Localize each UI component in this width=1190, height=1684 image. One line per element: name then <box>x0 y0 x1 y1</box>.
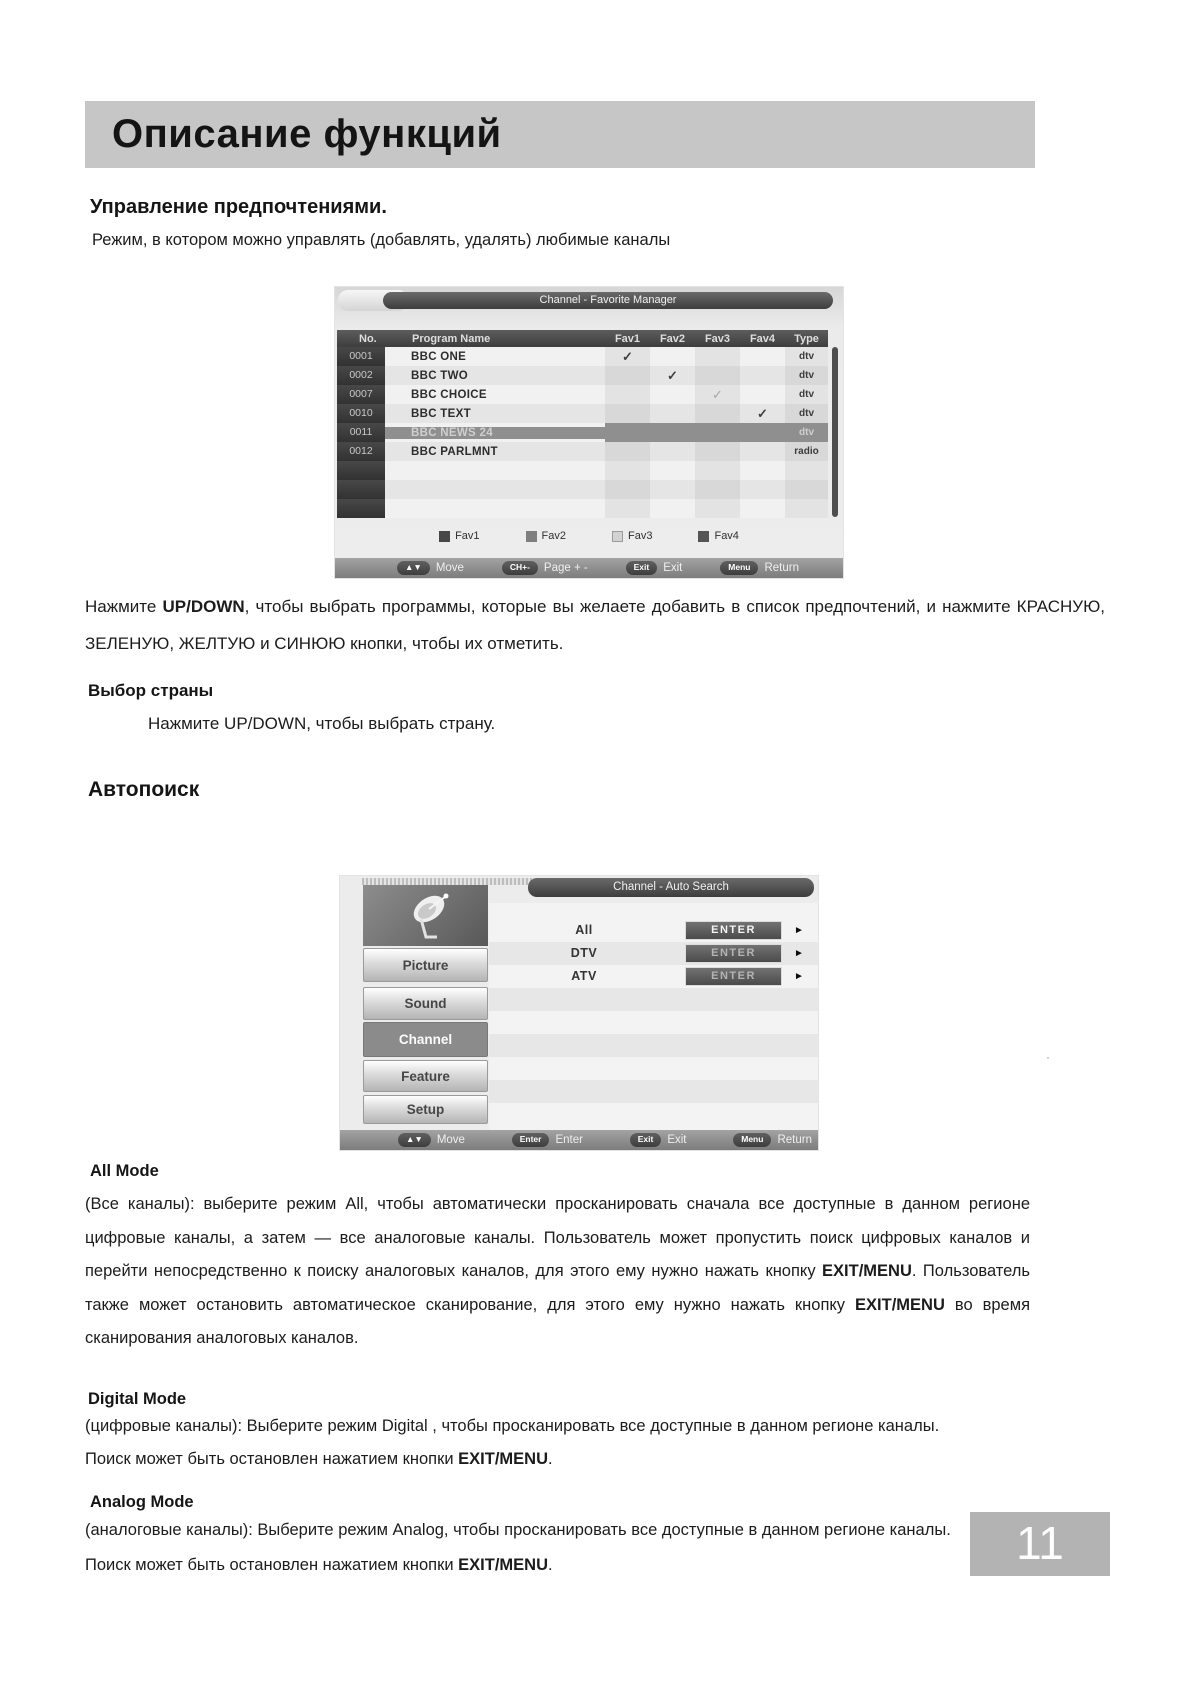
channel-type: dtv <box>785 385 828 404</box>
sidebar-item-feature[interactable]: Feature <box>363 1060 488 1092</box>
scan-mode-label: All <box>575 923 593 937</box>
scrollbar[interactable] <box>832 347 838 517</box>
channel-keys-icon: CH+- <box>502 561 538 574</box>
col-fav3: Fav3 <box>704 332 731 345</box>
text-run: во время сканирования аналоговых каналов. <box>85 1295 1031 1347</box>
row-number: 0011 <box>337 423 385 442</box>
arrow-right-icon: ► <box>794 948 804 959</box>
fav4-cell[interactable] <box>740 385 785 404</box>
enter-key-icon: Enter <box>512 1133 550 1146</box>
table-row[interactable] <box>337 385 828 404</box>
text-run: Поиск может быть остановлен нажатием кнопки <box>85 1450 459 1468</box>
text-run: . <box>547 1556 553 1574</box>
channel-type: dtv <box>785 347 828 366</box>
enter-button-dtv[interactable]: ENTER <box>685 944 782 963</box>
fav4-cell[interactable] <box>740 366 785 385</box>
main-stripe <box>489 1011 818 1034</box>
text-run-bold: EXIT/MENU <box>855 1295 945 1314</box>
main-stripe <box>489 1034 818 1057</box>
legend-label: Fav2 <box>541 530 566 542</box>
col-type: Type <box>794 332 819 345</box>
hint-label: Page + - <box>543 562 588 574</box>
fav4-check-icon[interactable]: ✓ <box>757 406 768 421</box>
fav2-cell[interactable] <box>650 347 695 366</box>
hint-exit[interactable] <box>626 561 683 574</box>
favorite-table-header <box>337 330 828 347</box>
hint-return[interactable] <box>720 561 799 574</box>
text-run: (Все каналы): выберите режим All, чтобы автоматически просканировать сначала все доступные в данном регионе цифровые каналы, а затем — все аналоговые каналы. Пользователь может пропустить поиск цифровых каналов и перейти непосредственно к поиску аналоговых каналов, для этого ему нужно нажать кнопку <box>85 1195 1030 1280</box>
print-artifact-dot: · <box>1046 1050 1050 1064</box>
decorative-hatch <box>362 878 532 885</box>
updown-keys-icon: ▲▼ <box>397 561 430 574</box>
text-run-bold: EXIT/MENU <box>458 1556 548 1574</box>
hint-enter[interactable] <box>512 1133 583 1146</box>
arrow-right-icon: ► <box>794 925 804 936</box>
fav3-cell[interactable] <box>695 423 740 442</box>
menu-key-icon: Menu <box>720 561 758 574</box>
row-number: 0002 <box>337 366 385 385</box>
legend-label: Fav1 <box>455 530 480 542</box>
main-stripe <box>489 1103 818 1130</box>
fav-hint-bar <box>335 558 843 578</box>
sidebar-item-setup[interactable]: Setup <box>363 1095 488 1124</box>
fav4-color-swatch <box>698 531 709 542</box>
fav4-cell[interactable] <box>740 423 785 442</box>
digital-mode-heading: Digital Mode <box>88 1390 187 1408</box>
main-stripe <box>489 988 818 1011</box>
col-fav1: Fav1 <box>614 332 641 345</box>
prefs-intro: Режим, в котором можно управлять (добавлять, удалять) любимые каналы <box>92 231 671 249</box>
fav4-cell[interactable] <box>740 442 785 461</box>
table-row[interactable] <box>337 442 828 461</box>
table-row-empty <box>337 480 828 499</box>
hint-label: Return <box>777 1134 812 1146</box>
menu-key-icon: Menu <box>733 1133 771 1146</box>
digital-mode-p2 <box>85 1450 1045 1469</box>
scan-row-all <box>489 919 818 942</box>
fav3-cell[interactable] <box>695 366 740 385</box>
legend-label: Fav3 <box>628 530 653 542</box>
prefs-heading: Управление предпочтениями. <box>90 196 387 218</box>
main-stripe <box>489 1080 818 1103</box>
digital-mode-p1: (цифровые каналы): Выберите режим Digital , чтобы просканировать все доступные в данном регионе каналы. <box>85 1417 940 1435</box>
country-heading: Выбор страны <box>88 681 214 700</box>
text-run: Нажмите <box>85 597 163 616</box>
favorite-table <box>337 330 828 518</box>
legend-fav3 <box>612 530 652 542</box>
enter-button-atv[interactable]: ENTER <box>685 967 782 986</box>
fav4-cell[interactable] <box>740 347 785 366</box>
auto-hint-bar <box>340 1130 818 1150</box>
table-row-empty <box>337 461 828 480</box>
exit-key-icon: Exit <box>626 561 658 574</box>
autosearch-heading: Автопоиск <box>88 778 200 801</box>
arrow-right-icon: ► <box>794 971 804 982</box>
program-name: BBC PARLMNT <box>411 445 498 458</box>
program-name: BBC CHOICE <box>411 388 487 401</box>
text-run-bold: UP/DOWN <box>162 597 245 616</box>
sidebar-item-sound[interactable]: Sound <box>363 987 488 1020</box>
scan-row-atv <box>489 965 818 988</box>
channel-type: dtv <box>785 404 828 423</box>
channel-type: radio <box>785 442 828 461</box>
row-number: 0012 <box>337 442 385 461</box>
hint-label: Move <box>436 1134 465 1146</box>
fav2-cell[interactable] <box>650 442 695 461</box>
col-name: Program Name <box>412 332 491 345</box>
fav1-cell[interactable] <box>605 366 650 385</box>
hint-label: Exit <box>667 1134 687 1146</box>
legend-fav4 <box>698 530 738 542</box>
text-run-bold: EXIT/MENU <box>822 1262 912 1280</box>
auto-search-titlebar: Channel - Auto Search <box>528 878 814 897</box>
col-fav4: Fav4 <box>749 332 776 345</box>
fav3-cell[interactable] <box>695 442 740 461</box>
hint-move[interactable] <box>397 561 464 574</box>
legend-fav2 <box>526 530 566 542</box>
fav2-color-swatch <box>526 531 537 542</box>
sidebar-item-picture[interactable]: Picture <box>363 948 488 982</box>
legend-label: Fav4 <box>714 530 739 542</box>
table-row[interactable] <box>337 347 828 366</box>
main-stripe <box>489 903 818 919</box>
text-run: , чтобы выбрать программы, которые вы желаете добавить в список предпочтений, и нажмите КРАСНУЮ, ЗЕЛЕНУЮ, ЖЕЛТУЮ и СИНЮЮ кнопки, чтобы их отметить. <box>85 597 1106 653</box>
table-row[interactable] <box>337 404 828 423</box>
fav1-cell[interactable] <box>605 423 650 442</box>
fav2-cell[interactable] <box>650 385 695 404</box>
page-number: 11 <box>970 1512 1110 1576</box>
page-banner <box>85 101 1035 168</box>
program-name: BBC ONE <box>411 350 467 363</box>
text-run: . Пользователь также может остановить автоматическое сканирование, для этого ему нужно нажать кнопку <box>85 1262 1030 1314</box>
fav1-cell[interactable] <box>605 442 650 461</box>
fav2-cell[interactable] <box>650 423 695 442</box>
legend-fav1 <box>439 530 479 542</box>
table-row-selected[interactable] <box>337 423 828 442</box>
fav-legend <box>335 530 843 542</box>
fav1-cell[interactable] <box>605 385 650 404</box>
analog-mode-p2 <box>85 1556 1045 1575</box>
row-number: 0001 <box>337 347 385 366</box>
scan-mode-label: DTV <box>570 946 598 960</box>
tv-screenshot-auto-search <box>340 876 818 1150</box>
fav1-check-icon[interactable]: ✓ <box>605 347 650 366</box>
table-row-empty <box>337 499 828 518</box>
text-run: Поиск может быть остановлен нажатием кнопки <box>85 1556 459 1574</box>
hint-move[interactable] <box>398 1133 465 1146</box>
channel-type: dtv <box>785 423 828 442</box>
updown-keys-icon: ▲▼ <box>398 1133 431 1146</box>
col-fav2: Fav2 <box>659 332 686 345</box>
col-no: No. <box>359 332 377 345</box>
hint-label: Move <box>435 562 464 574</box>
fav2-check-icon[interactable]: ✓ <box>667 368 678 383</box>
country-text: Нажмите UP/DOWN, чтобы выбрать страну. <box>148 714 496 733</box>
hint-label: Exit <box>663 562 683 574</box>
fav3-cell[interactable] <box>695 347 740 366</box>
all-mode-heading: All Mode <box>90 1162 159 1180</box>
table-row[interactable] <box>337 366 828 385</box>
hint-label: Enter <box>555 1134 583 1146</box>
program-name: BBC TWO <box>411 369 469 382</box>
fav3-cell[interactable] <box>695 404 740 423</box>
text-run: . <box>547 1450 553 1468</box>
satellite-dish-icon <box>387 891 465 941</box>
analog-mode-heading: Analog Mode <box>90 1493 194 1511</box>
row-number: 0010 <box>337 404 385 423</box>
analog-mode-p1: (аналоговые каналы): Выберите режим Analog, чтобы просканировать все доступные в данном регионе каналы. <box>85 1521 951 1539</box>
fav2-cell[interactable] <box>650 404 695 423</box>
text-run-bold: EXIT/MENU <box>458 1450 548 1468</box>
channel-type: dtv <box>785 366 828 385</box>
row-number: 0007 <box>337 385 385 404</box>
hint-return[interactable] <box>733 1133 812 1146</box>
scan-mode-label: ATV <box>571 969 597 983</box>
program-name: BBC TEXT <box>411 407 471 420</box>
page-title: Описание функций <box>112 112 502 156</box>
hint-page[interactable] <box>502 561 588 574</box>
sidebar-item-channel-selected[interactable]: Channel <box>363 1022 488 1057</box>
prefs-paragraph <box>85 588 1105 662</box>
exit-key-icon: Exit <box>630 1133 662 1146</box>
channel-menu-image <box>363 885 488 946</box>
hint-label: Return <box>764 562 799 574</box>
hint-exit[interactable] <box>630 1133 687 1146</box>
enter-button-all[interactable]: ENTER <box>685 921 782 940</box>
all-mode-paragraph <box>85 1188 1030 1356</box>
fav1-color-swatch <box>439 531 450 542</box>
fav3-check-icon[interactable]: ✓ <box>695 385 740 404</box>
fav1-cell[interactable] <box>605 404 650 423</box>
tv-screenshot-favorite-manager <box>335 287 843 578</box>
main-stripe <box>489 1057 818 1080</box>
scan-row-dtv <box>489 942 818 965</box>
fav-manager-titlebar: Channel - Favorite Manager <box>383 292 833 309</box>
program-name: BBC NEWS 24 <box>385 427 605 439</box>
fav3-color-swatch <box>612 531 623 542</box>
